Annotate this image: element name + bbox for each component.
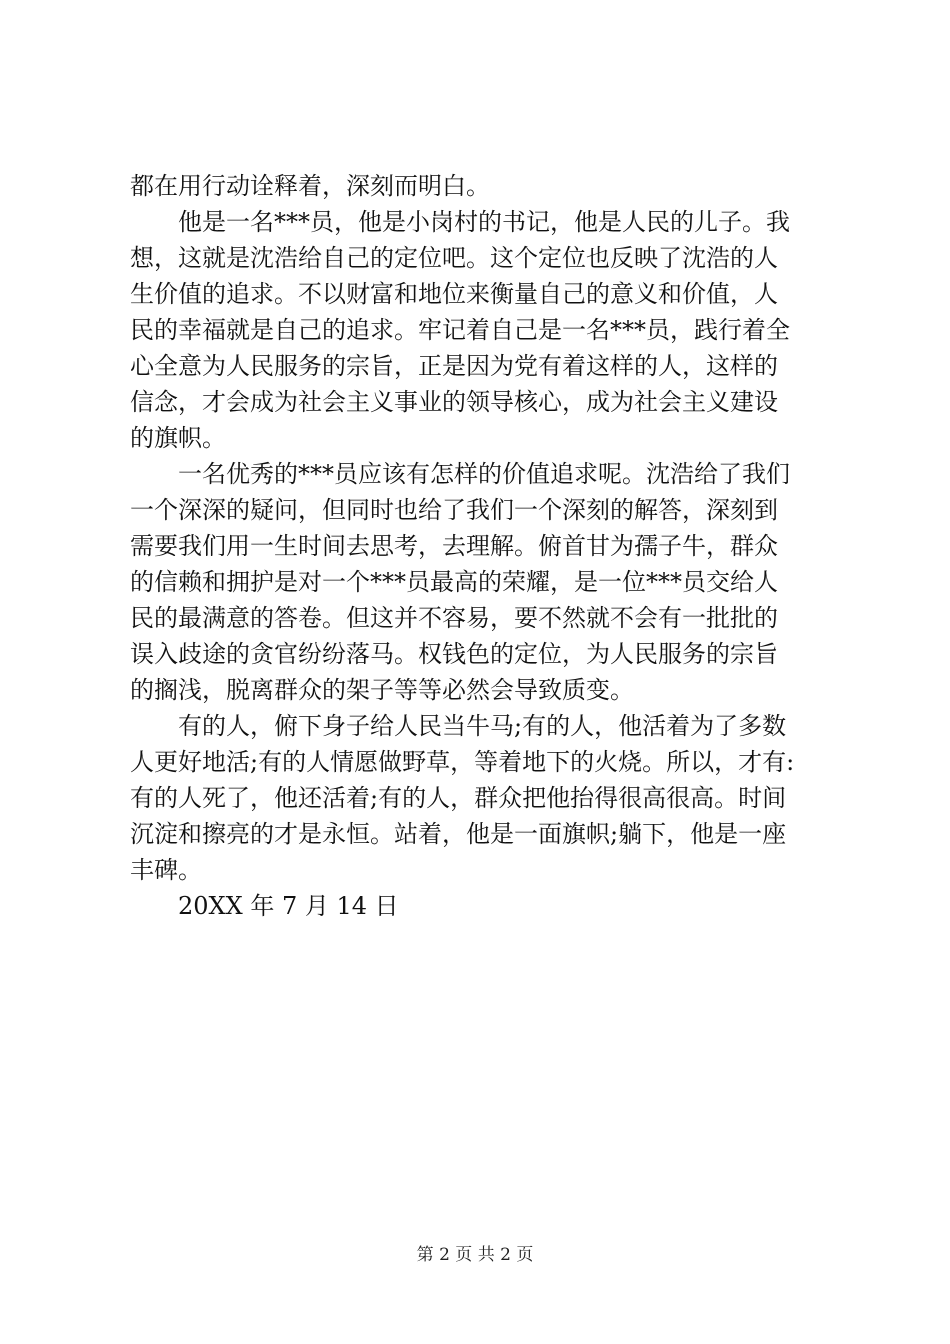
text-line: 民的幸福就是自己的追求。牢记着自己是一名***员，践行着全 (130, 316, 790, 344)
text-line: 一个深深的疑问，但同时也给了我们一个深刻的解答，深刻到 (130, 496, 778, 524)
text-line: 有的人死了，他还活着;有的人，群众把他抬得很高很高。时间 (130, 784, 787, 812)
text-line: 的信赖和拥护是对一个***员最高的荣耀，是一位***员交给人 (130, 568, 778, 596)
text-line: 信念，才会成为社会主义事业的领导核心，成为社会主义建设 (130, 388, 778, 416)
text-line: 需要我们用一生时间去思考，去理解。俯首甘为孺子牛，群众 (130, 532, 778, 560)
text-line: 有的人，俯下身子给人民当牛马;有的人，他活着为了多数 (178, 712, 787, 740)
text-line: 一名优秀的***员应该有怎样的价值追求呢。沈浩给了我们 (178, 460, 790, 488)
text-line: 心全意为人民服务的宗旨，正是因为党有着这样的人，这样的 (130, 352, 778, 380)
text-line: 民的最满意的答卷。但这并不容易，要不然就不会有一批批的 (130, 604, 778, 632)
text-line: 的搁浅，脱离群众的架子等等必然会导致质变。 (130, 676, 634, 704)
date-line: 20XX 年 7 月 14 日 (178, 892, 399, 920)
text-line: 误入歧途的贪官纷纷落马。权钱色的定位，为人民服务的宗旨 (130, 640, 778, 668)
text-line: 他是一名***员，他是小岗村的书记，他是人民的儿子。我 (178, 208, 790, 236)
text-line: 的旗帜。 (130, 424, 226, 452)
text-line: 想，这就是沈浩给自己的定位吧。这个定位也反映了沈浩的人 (130, 244, 778, 272)
text-line: 生价值的追求。不以财富和地位来衡量自己的意义和价值，人 (130, 280, 778, 308)
page-number-footer: 第 2 页 共 2 页 (416, 1245, 534, 1265)
text-line: 人更好地活;有的人情愿做野草，等着地下的火烧。所以，才有: (130, 748, 795, 776)
text-line: 沉淀和擦亮的才是永恒。站着，他是一面旗帜;躺下，他是一座 (130, 820, 787, 848)
document-body (130, 168, 840, 924)
text-line: 丰碑。 (130, 856, 202, 884)
text-line: 都在用行动诠释着，深刻而明白。 (130, 172, 490, 200)
